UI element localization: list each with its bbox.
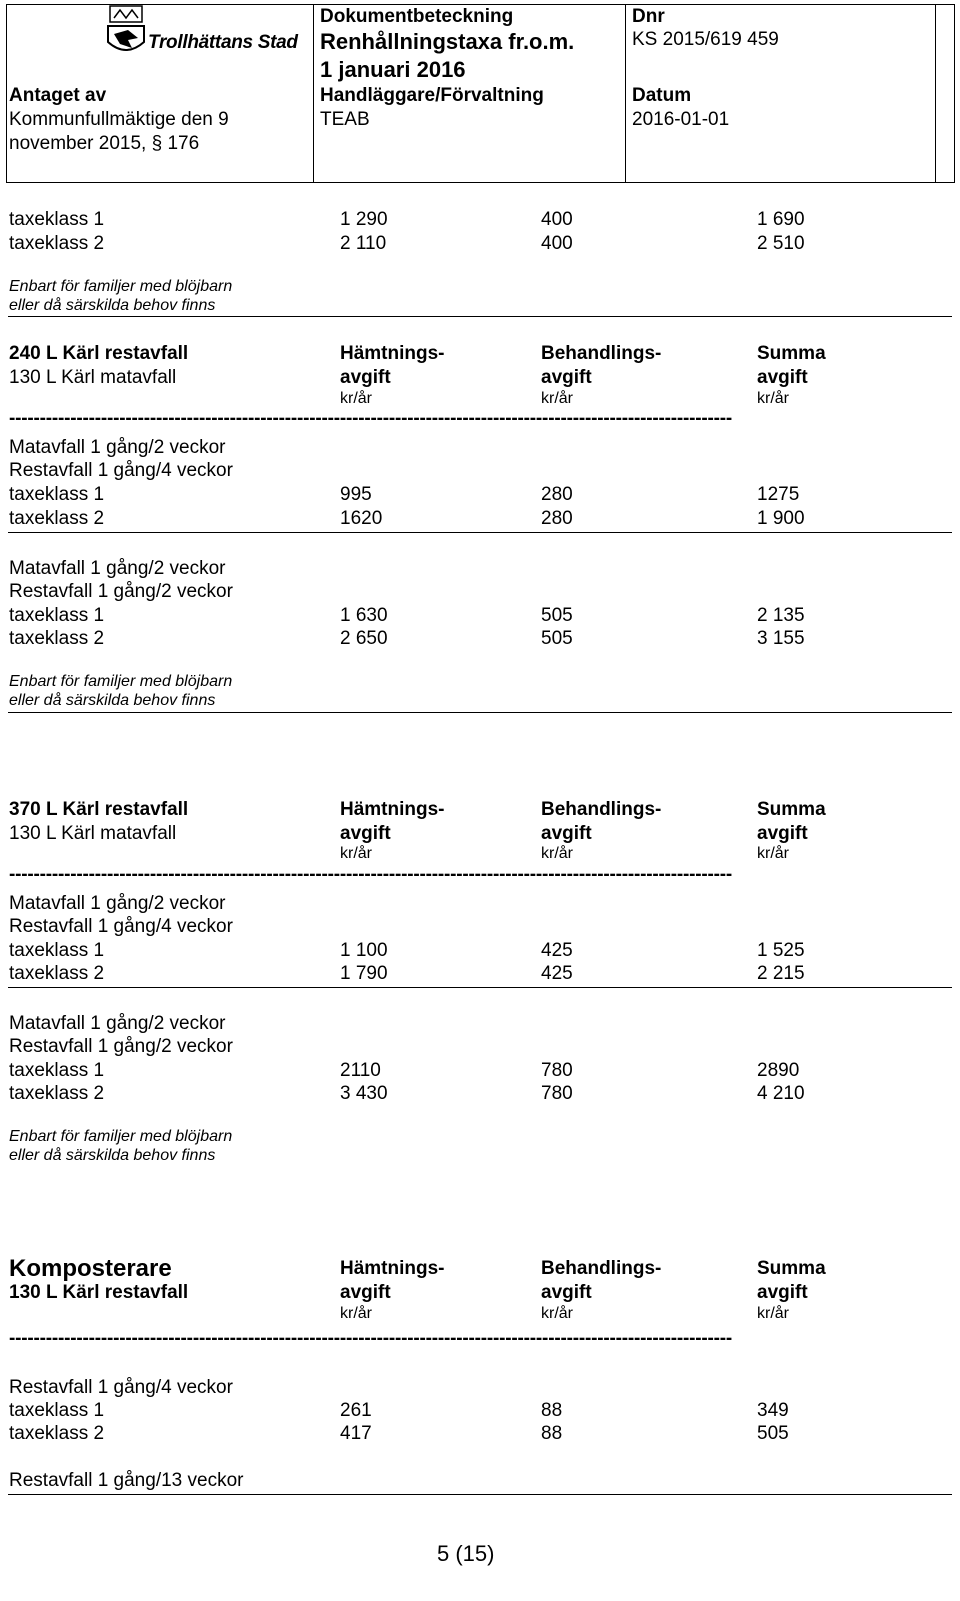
col-header-fee: avgift [757, 823, 808, 844]
row-label: taxeklass 1 [9, 1400, 105, 1421]
treatment-fee: 425 [541, 963, 573, 984]
adopted-label: Antaget av [9, 85, 107, 106]
total-fee: 1275 [757, 484, 800, 505]
total-fee: 2 135 [757, 605, 805, 626]
col-header-pickup: Hämtnings- [340, 799, 445, 820]
pickup-fee: 261 [340, 1400, 372, 1421]
page-number: 5 (15) [437, 1541, 495, 1566]
total-fee: 1 525 [757, 940, 805, 961]
note-line2: eller då särskilda behov finns [9, 692, 216, 709]
adopted-value-line2: november 2015, § 176 [9, 133, 200, 154]
row-label: taxeklass 2 [9, 963, 105, 984]
frequency-line: Restavfall 1 gång/2 veckor [9, 581, 233, 602]
col-header-treatment: Behandlings- [541, 1258, 662, 1279]
group-rule [8, 987, 952, 988]
col-header-total: Summa [757, 343, 826, 364]
total-fee: 2 215 [757, 963, 805, 984]
section-title: 240 L Kärl restavfall [9, 343, 189, 364]
treatment-fee: 425 [541, 940, 573, 961]
treatment-fee: 88 [541, 1400, 563, 1421]
municipality-logo [104, 4, 318, 62]
pickup-fee: 1 790 [340, 963, 388, 984]
row-label: taxeklass 1 [9, 940, 105, 961]
col-header-total: Summa [757, 799, 826, 820]
col-header-total: Summa [757, 1258, 826, 1279]
crest-icon [104, 4, 148, 60]
date-value: 2016-01-01 [632, 109, 730, 130]
section-title: 370 L Kärl restavfall [9, 799, 189, 820]
doc-title-line1: Renhållningstaxa fr.o.m. [320, 29, 575, 54]
section-rule [8, 316, 952, 317]
dash-separator: ---------------------------------------------------------------------------------------------------------------------- [9, 1328, 733, 1349]
frequency-line: Matavfall 1 gång/2 veckor [9, 893, 226, 914]
frequency-line: Restavfall 1 gång/4 veckor [9, 1377, 233, 1398]
total-fee: 505 [757, 1423, 789, 1444]
doc-title-line2: 1 januari 2016 [320, 57, 466, 82]
frequency-line: Matavfall 1 gång/2 veckor [9, 1013, 226, 1034]
group-rule [8, 532, 952, 533]
col-unit: kr/år [340, 1305, 372, 1322]
col-header-treatment: Behandlings- [541, 799, 662, 820]
col-unit: kr/år [757, 1305, 789, 1322]
logo-text: Trollhättans Stad [148, 32, 298, 53]
col-header-fee: avgift [541, 1282, 592, 1303]
row-label: taxeklass 1 [9, 605, 105, 626]
col-header-fee: avgift [541, 823, 592, 844]
col-header-pickup: Hämtnings- [340, 1258, 445, 1279]
col-header-fee: avgift [757, 367, 808, 388]
note-line1: Enbart för familjer med blöjbarn [9, 673, 233, 690]
treatment-fee: 280 [541, 484, 573, 505]
adopted-value-line1: Kommunfullmäktige den 9 [9, 109, 229, 130]
total-fee: 349 [757, 1400, 789, 1421]
total-fee: 2890 [757, 1060, 800, 1081]
dash-separator: ---------------------------------------------------------------------------------------------------------------------- [9, 864, 733, 885]
row-label: taxeklass 1 [9, 1060, 105, 1081]
col-unit: kr/år [541, 1305, 573, 1322]
pickup-fee: 1620 [340, 508, 383, 529]
note-line2: eller då särskilda behov finns [9, 1147, 216, 1164]
pickup-fee: 2 650 [340, 628, 388, 649]
col-unit: kr/år [757, 390, 789, 407]
treatment-fee: 88 [541, 1423, 563, 1444]
doc-label: Dokumentbeteckning [320, 6, 514, 27]
handler-label: Handläggare/Förvaltning [320, 85, 544, 106]
col-header-fee: avgift [340, 1282, 391, 1303]
row-label: taxeklass 2 [9, 233, 105, 254]
col-header-treatment: Behandlings- [541, 343, 662, 364]
treatment-fee: 505 [541, 605, 573, 626]
handler-value: TEAB [320, 109, 370, 130]
pickup-fee: 1 290 [340, 209, 388, 230]
treatment-fee: 400 [541, 233, 573, 254]
total-fee: 1 690 [757, 209, 805, 230]
pickup-fee: 1 630 [340, 605, 388, 626]
treatment-fee: 400 [541, 209, 573, 230]
total-fee: 3 155 [757, 628, 805, 649]
section-subtitle: 130 L Kärl matavfall [9, 367, 177, 388]
section-subtitle: 130 L Kärl matavfall [9, 823, 177, 844]
row-label: taxeklass 1 [9, 484, 105, 505]
col-header-fee: avgift [541, 367, 592, 388]
dash-separator: ---------------------------------------------------------------------------------------------------------------------- [9, 408, 733, 429]
date-label: Datum [632, 85, 692, 106]
pickup-fee: 1 100 [340, 940, 388, 961]
col-header-fee: avgift [340, 367, 391, 388]
note-line2: eller då särskilda behov finns [9, 297, 216, 314]
total-fee: 2 510 [757, 233, 805, 254]
col-header-fee: avgift [340, 823, 391, 844]
col-header-fee: avgift [757, 1282, 808, 1303]
section-rule [8, 712, 952, 713]
col-unit: kr/år [340, 845, 372, 862]
pickup-fee: 417 [340, 1423, 372, 1444]
row-label: taxeklass 2 [9, 508, 105, 529]
col-unit: kr/år [757, 845, 789, 862]
pickup-fee: 995 [340, 484, 372, 505]
col-unit: kr/år [541, 390, 573, 407]
row-label: taxeklass 2 [9, 628, 105, 649]
col-unit: kr/år [340, 390, 372, 407]
section-subtitle: 130 L Kärl restavfall [9, 1282, 189, 1303]
pickup-fee: 3 430 [340, 1083, 388, 1104]
frequency-line: Matavfall 1 gång/2 veckor [9, 558, 226, 579]
total-fee: 4 210 [757, 1083, 805, 1104]
row-label: taxeklass 2 [9, 1423, 105, 1444]
treatment-fee: 280 [541, 508, 573, 529]
frequency-line: Restavfall 1 gång/4 veckor [9, 460, 233, 481]
col-header-pickup: Hämtnings- [340, 343, 445, 364]
pickup-fee: 2110 [340, 1060, 381, 1081]
note-line1: Enbart för familjer med blöjbarn [9, 278, 233, 295]
frequency-line: Matavfall 1 gång/2 veckor [9, 437, 226, 458]
treatment-fee: 780 [541, 1083, 573, 1104]
note-line1: Enbart för familjer med blöjbarn [9, 1128, 233, 1145]
frequency-line: Restavfall 1 gång/4 veckor [9, 916, 233, 937]
section-rule [8, 1494, 952, 1495]
dnr-value: KS 2015/619 459 [632, 29, 779, 50]
treatment-fee: 505 [541, 628, 573, 649]
col-unit: kr/år [541, 845, 573, 862]
row-label: taxeklass 2 [9, 1083, 105, 1104]
section-title: Komposterare [9, 1255, 172, 1282]
row-label: taxeklass 1 [9, 209, 105, 230]
pickup-fee: 2 110 [340, 233, 387, 254]
treatment-fee: 780 [541, 1060, 573, 1081]
total-fee: 1 900 [757, 508, 805, 529]
frequency-line: Restavfall 1 gång/13 veckor [9, 1470, 244, 1491]
frequency-line: Restavfall 1 gång/2 veckor [9, 1036, 233, 1057]
dnr-label: Dnr [632, 6, 665, 27]
